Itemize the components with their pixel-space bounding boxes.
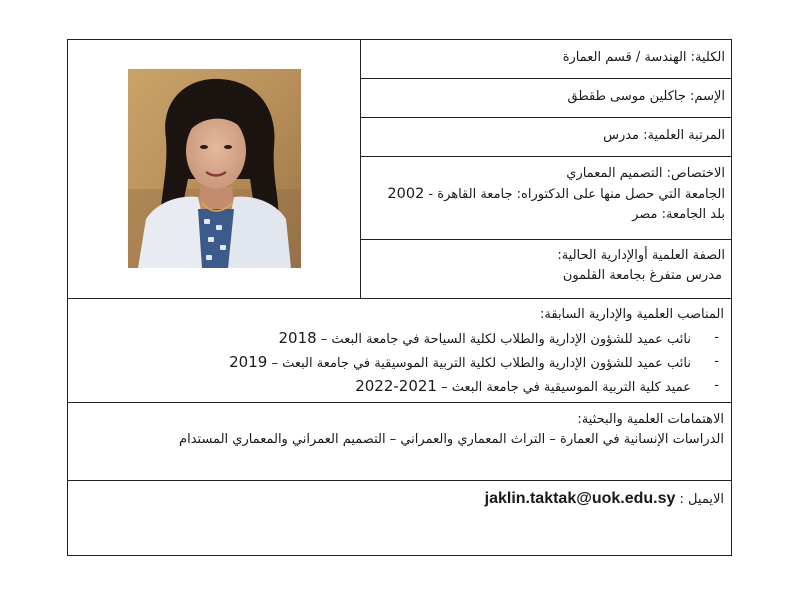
current-position-label: الصفة العلمية أوالإدارية الحالية:: [557, 248, 725, 263]
position-year: 2019: [229, 353, 268, 371]
list-item: [78, 374, 724, 398]
email-value[interactable]: jaklin.taktak@uok.edu.sy: [484, 490, 676, 507]
position-text: عميد كلية التربية الموسيقية في جامعة البعث –: [436, 380, 691, 395]
name-text: الإسم: جاكلين موسى طقطق: [567, 89, 725, 104]
list-item: [78, 350, 724, 374]
research-interests-value: الدراسات الإنسانية في العمارة – التراث المعماري والعمراني – التصميم العمراني والمعماري المستدام: [179, 432, 724, 447]
faculty-text: الكلية: الهندسة / قسم العمارة: [562, 50, 725, 65]
list-bullet: -: [714, 378, 719, 393]
position-year: 2021-2022: [355, 377, 437, 395]
education-row: [361, 157, 731, 240]
personal-info-column: [361, 40, 731, 298]
faculty-row: [361, 40, 731, 79]
photo-cell: [68, 40, 361, 298]
list-bullet: -: [714, 354, 719, 369]
phd-university-line: [369, 184, 725, 205]
previous-positions-section: [68, 298, 731, 403]
name-row: [361, 79, 731, 118]
rank-text: المرتبة العلمية: مدرس: [603, 128, 725, 143]
list-bullet: -: [714, 330, 719, 345]
position-text: نائب عميد للشؤون الإدارية والطلاب لكلية السياحة في جامعة البعث –: [316, 332, 691, 347]
email-label: الايميل :: [679, 492, 724, 507]
position-text: نائب عميد للشؤون الإدارية والطلاب لكلية التربية الموسيقية في جامعة البعث –: [267, 356, 691, 371]
profile-photo: [128, 69, 301, 268]
specialization-text: الاختصاص: التصميم المعماري: [566, 166, 725, 181]
email-section: [68, 481, 731, 556]
position-year: 2018: [278, 329, 317, 347]
profile-section: [68, 40, 731, 299]
phd-year: 2002: [387, 186, 425, 202]
research-interests-section: [68, 403, 731, 481]
university-country-text: بلد الجامعة: مصر: [632, 207, 725, 222]
phd-university-text: الجامعة التي حصل منها على الدكتوراه: جامعة القاهرة -: [424, 187, 725, 202]
current-position-value: مدرس متفرغ بجامعة القلمون: [562, 268, 722, 283]
research-interests-title: الاهتمامات العلمية والبحثية:: [577, 412, 724, 427]
current-position-row: [361, 240, 731, 298]
previous-positions-title: المناصب العلمية والإدارية السابقة:: [540, 307, 724, 322]
rank-row: [361, 118, 731, 157]
cv-table: [67, 39, 732, 556]
previous-positions-list: [78, 326, 724, 398]
list-item: [78, 326, 724, 350]
